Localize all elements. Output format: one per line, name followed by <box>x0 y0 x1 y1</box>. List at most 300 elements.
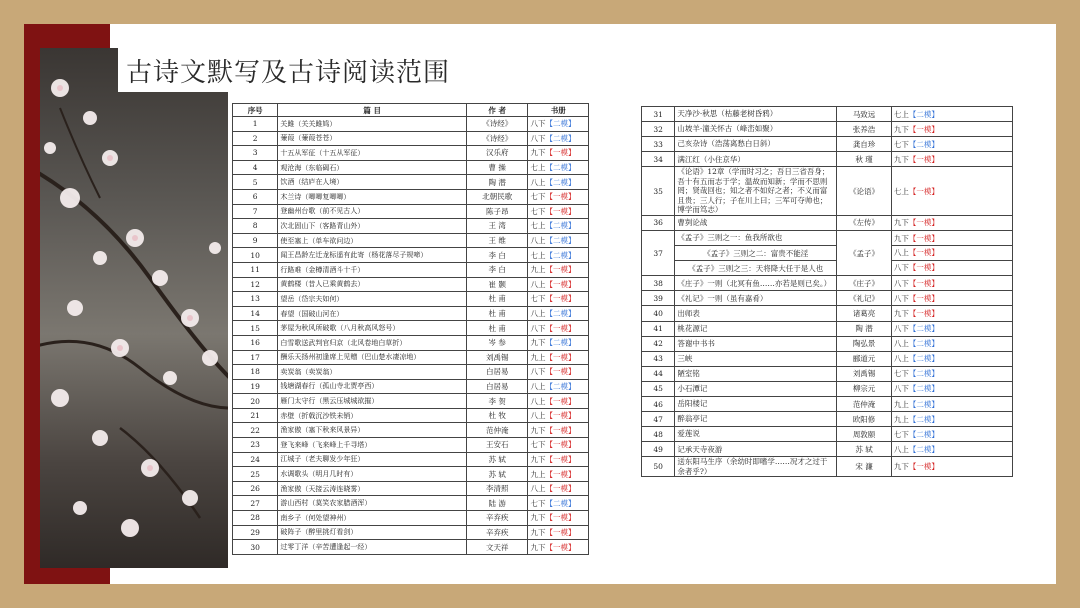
table-row <box>233 131 589 146</box>
exam-tag-value: 一模 <box>552 484 568 494</box>
exam-tag-value: 一模 <box>552 425 568 435</box>
table-row <box>642 122 1013 137</box>
table-row <box>642 351 1013 366</box>
exam-tag-value: 一模 <box>552 542 568 552</box>
exam-tag: 【一模】 <box>908 293 939 303</box>
exam-tag-value: 一模 <box>552 265 568 275</box>
grade-label: 八上 <box>530 411 546 421</box>
cell-title: 饮酒（结庐在人境） <box>278 175 467 190</box>
cell-author: 《左传》 <box>837 215 892 230</box>
cell-title: 《孟子》三则之三：天将降大任于是人也 <box>675 261 837 276</box>
exam-tag: 【一模】 <box>545 148 576 158</box>
table-row <box>642 215 1013 230</box>
exam-tag-value: 一模 <box>916 186 932 196</box>
table-row <box>233 438 589 453</box>
cell-author: 郦道元 <box>837 351 892 366</box>
cell-author: 陶 潜 <box>837 321 892 336</box>
cell-no: 32 <box>642 122 675 137</box>
exam-tag: 【一模】 <box>908 233 939 243</box>
exam-tag: 【一模】 <box>545 411 576 421</box>
cell-author: 刘禹锡 <box>466 350 528 365</box>
exam-tag: 【一模】 <box>545 440 576 450</box>
grade-label: 八下 <box>530 133 546 143</box>
table-row <box>233 117 589 132</box>
cell-no: 29 <box>233 525 278 540</box>
exam-tag: 【二模】 <box>545 236 576 246</box>
cell-no: 34 <box>642 152 675 167</box>
header-author: 作 者 <box>466 104 528 117</box>
table-row <box>642 152 1013 167</box>
cell-book <box>528 408 589 423</box>
grade-label: 九下 <box>530 148 546 158</box>
table-row <box>642 137 1013 152</box>
cell-no: 6 <box>233 189 278 204</box>
cell-title: 使至塞上（单车欲问边） <box>278 233 467 248</box>
cell-author: 《孟子》 <box>837 230 892 275</box>
exam-tag: 【二模】 <box>908 369 939 379</box>
exam-tag: 【一模】 <box>545 454 576 464</box>
exam-tag: 【一模】 <box>545 484 576 494</box>
cell-title: 《论语》12章（学而时习之；吾日三省吾身；吾十有五而志于学；温故而知新；学而不思则罔；贤哉回也；知之者不如好之者；不义而富且贵；三人行；子在川上曰；三军可夺帅也；博学而笃志） <box>675 167 837 216</box>
exam-tag-value: 二模 <box>916 324 932 334</box>
cell-book <box>891 351 1012 366</box>
exam-tag-value: 二模 <box>916 139 932 149</box>
cell-no: 43 <box>642 351 675 366</box>
cell-book <box>891 107 1012 122</box>
exam-tag-value: 一模 <box>552 454 568 464</box>
exam-tag: 【二模】 <box>545 177 576 187</box>
cell-no: 8 <box>233 219 278 234</box>
table-row <box>642 246 1013 261</box>
cell-no: 18 <box>233 365 278 380</box>
cell-no: 36 <box>642 215 675 230</box>
exam-tag: 【一模】 <box>908 154 939 164</box>
table-row <box>642 457 1013 477</box>
cell-no: 3 <box>233 146 278 161</box>
exam-tag-value: 二模 <box>916 369 932 379</box>
cell-no: 39 <box>642 291 675 306</box>
table-row <box>233 511 589 526</box>
cell-author: 汉乐府 <box>466 146 528 161</box>
table-row <box>233 365 589 380</box>
table-row <box>642 321 1013 336</box>
cell-book <box>891 336 1012 351</box>
table-row <box>233 350 589 365</box>
exam-tag: 【二模】 <box>545 250 576 260</box>
table-row <box>233 146 589 161</box>
cell-title: 春望（国破山河在） <box>278 306 467 321</box>
cell-no: 37 <box>642 230 675 275</box>
cell-book <box>528 394 589 409</box>
table-row <box>642 107 1013 122</box>
exam-tag-value: 二模 <box>916 384 932 394</box>
exam-tag-value: 二模 <box>552 381 568 391</box>
cell-no: 23 <box>233 438 278 453</box>
table-row <box>233 540 589 555</box>
cell-author: 陶弘景 <box>837 336 892 351</box>
exam-tag: 【二模】 <box>908 139 939 149</box>
cell-book <box>528 277 589 292</box>
exam-tag: 【一模】 <box>545 425 576 435</box>
exam-tag: 【一模】 <box>545 469 576 479</box>
exam-tag-value: 一模 <box>552 323 568 333</box>
cell-no: 25 <box>233 467 278 482</box>
exam-tag: 【一模】 <box>908 186 939 196</box>
grade-label: 九下 <box>893 308 909 318</box>
exam-tag-value: 一模 <box>552 411 568 421</box>
exam-tag: 【一模】 <box>545 323 576 333</box>
cell-author: 龚自珍 <box>837 137 892 152</box>
table-row <box>233 292 589 307</box>
table-row <box>233 467 589 482</box>
exam-tag: 【一模】 <box>908 124 939 134</box>
cell-author: 秋 瑾 <box>837 152 892 167</box>
poem-table-right <box>641 106 1013 477</box>
cell-book <box>528 248 589 263</box>
cell-no: 26 <box>233 481 278 496</box>
cell-no: 49 <box>642 442 675 457</box>
exam-tag: 【二模】 <box>908 354 939 364</box>
table-row <box>233 525 589 540</box>
cell-book <box>528 540 589 555</box>
cell-title: 木兰诗（唧唧复唧唧） <box>278 189 467 204</box>
cell-book <box>528 379 589 394</box>
table-row <box>642 291 1013 306</box>
cell-book <box>528 481 589 496</box>
cell-book <box>528 511 589 526</box>
cell-title: 过零丁洋（辛苦遭逢起一经） <box>278 540 467 555</box>
exam-tag-value: 一模 <box>552 352 568 362</box>
exam-tag-value: 一模 <box>552 469 568 479</box>
exam-tag: 【二模】 <box>545 381 576 391</box>
cell-book <box>891 122 1012 137</box>
exam-tag: 【二模】 <box>908 339 939 349</box>
cell-author: 欧阳修 <box>837 412 892 427</box>
cell-title: 小石潭记 <box>675 381 837 396</box>
grade-label: 八下 <box>893 293 909 303</box>
cell-author: 王 维 <box>466 233 528 248</box>
cell-title: 曹刿论战 <box>675 215 837 230</box>
exam-tag-value: 二模 <box>552 250 568 260</box>
grade-label: 九上 <box>530 469 546 479</box>
grade-label: 七下 <box>893 369 909 379</box>
cell-author: 李清照 <box>466 481 528 496</box>
exam-tag-value: 一模 <box>916 278 932 288</box>
exam-tag-value: 二模 <box>552 133 568 143</box>
exam-tag: 【一模】 <box>545 367 576 377</box>
cell-title: 出师表 <box>675 306 837 321</box>
cell-title: 满江红（小住京华） <box>675 152 837 167</box>
cell-no: 22 <box>233 423 278 438</box>
exam-tag: 【一模】 <box>908 462 939 472</box>
cell-no: 4 <box>233 160 278 175</box>
cell-book <box>891 215 1012 230</box>
exam-tag-value: 二模 <box>552 309 568 319</box>
cell-book <box>891 321 1012 336</box>
cell-title: 登幽州台歌（前不见古人） <box>278 204 467 219</box>
table-row <box>642 276 1013 291</box>
cell-title: 观沧海（东临碣石） <box>278 160 467 175</box>
cell-no: 14 <box>233 306 278 321</box>
cell-no: 1 <box>233 117 278 132</box>
exam-tag: 【二模】 <box>908 444 939 454</box>
exam-tag-value: 二模 <box>916 414 932 424</box>
grade-label: 八上 <box>893 339 909 349</box>
grade-label: 九下 <box>530 527 546 537</box>
exam-tag: 【二模】 <box>908 109 939 119</box>
grade-label: 七上 <box>530 163 546 173</box>
cell-book <box>528 189 589 204</box>
cell-author: 王安石 <box>466 438 528 453</box>
exam-tag: 【二模】 <box>908 414 939 424</box>
exam-tag: 【一模】 <box>545 265 576 275</box>
exam-tag: 【二模】 <box>545 133 576 143</box>
exam-tag-value: 二模 <box>916 354 932 364</box>
cell-no: 15 <box>233 321 278 336</box>
cell-book <box>528 467 589 482</box>
cell-no: 41 <box>642 321 675 336</box>
grade-label: 七下 <box>893 139 909 149</box>
cell-title: 卖炭翁（卖炭翁） <box>278 365 467 380</box>
exam-tag: 【一模】 <box>545 192 576 202</box>
exam-tag-value: 二模 <box>552 221 568 231</box>
grade-label: 八下 <box>530 119 546 129</box>
exam-tag: 【一模】 <box>908 278 939 288</box>
cell-no: 45 <box>642 381 675 396</box>
cell-no: 35 <box>642 167 675 216</box>
table-row <box>233 394 589 409</box>
table-row <box>233 423 589 438</box>
grade-label: 八下 <box>893 324 909 334</box>
cell-title: 茅屋为秋风所破歌（八月秋高风怒号） <box>278 321 467 336</box>
cell-title: 登飞来峰（飞来峰上千寻塔） <box>278 438 467 453</box>
exam-tag-value: 二模 <box>552 119 568 129</box>
cell-no: 5 <box>233 175 278 190</box>
table-row <box>642 366 1013 381</box>
cell-title: 醉翁亭记 <box>675 412 837 427</box>
exam-tag: 【一模】 <box>545 542 576 552</box>
exam-tag: 【一模】 <box>908 248 939 258</box>
cell-book <box>528 233 589 248</box>
grade-label: 八上 <box>530 309 546 319</box>
grade-label: 九下 <box>893 124 909 134</box>
cell-book <box>528 525 589 540</box>
cell-title: 渔家傲（塞下秋来风景异） <box>278 423 467 438</box>
cell-author: 辛弃疾 <box>466 511 528 526</box>
cell-no: 40 <box>642 306 675 321</box>
grade-label: 七上 <box>530 221 546 231</box>
exam-tag-value: 二模 <box>916 109 932 119</box>
table-row <box>233 335 589 350</box>
cell-book <box>891 457 1012 477</box>
cell-author: 杜 甫 <box>466 306 528 321</box>
cell-title: 望岳（岱宗夫如何） <box>278 292 467 307</box>
cell-author: 陶 潜 <box>466 175 528 190</box>
exam-tag: 【二模】 <box>908 399 939 409</box>
exam-tag-value: 一模 <box>552 527 568 537</box>
cell-title: 酬乐天扬州初逢席上见赠（巴山楚水凄凉地） <box>278 350 467 365</box>
cell-title: 白雪歌送武判官归京（北风卷地白草折） <box>278 335 467 350</box>
grade-label: 七上 <box>530 250 546 260</box>
grade-label: 七上 <box>893 109 909 119</box>
cell-book <box>891 291 1012 306</box>
table-row <box>233 219 589 234</box>
table-row <box>233 175 589 190</box>
table-row <box>233 248 589 263</box>
grade-label: 九上 <box>530 352 546 362</box>
exam-tag: 【一模】 <box>545 294 576 304</box>
exam-tag-value: 一模 <box>552 148 568 158</box>
cell-no: 46 <box>642 397 675 412</box>
exam-tag: 【二模】 <box>908 429 939 439</box>
grade-label: 七下 <box>893 429 909 439</box>
exam-tag: 【二模】 <box>545 119 576 129</box>
cell-book <box>528 321 589 336</box>
cell-no: 47 <box>642 412 675 427</box>
exam-tag: 【一模】 <box>908 263 939 273</box>
exam-tag-value: 二模 <box>552 177 568 187</box>
table-row <box>642 381 1013 396</box>
table-header-row <box>233 104 589 117</box>
exam-tag-value: 一模 <box>916 248 932 258</box>
cell-title: 《孟子》三则之一：鱼我所欲也 <box>675 230 837 245</box>
cell-author: 苏 轼 <box>466 467 528 482</box>
cell-author: 陈子昂 <box>466 204 528 219</box>
cell-book <box>891 366 1012 381</box>
table-row <box>233 481 589 496</box>
cell-book <box>891 412 1012 427</box>
grade-label: 八上 <box>530 484 546 494</box>
cell-title: 《礼记》一则（虽有嘉肴） <box>675 291 837 306</box>
cell-author: 崔 颢 <box>466 277 528 292</box>
grade-label: 九下 <box>893 154 909 164</box>
grade-label: 八上 <box>893 444 909 454</box>
table-row <box>233 452 589 467</box>
cell-no: 30 <box>233 540 278 555</box>
grade-label: 七下 <box>530 440 546 450</box>
exam-tag-value: 二模 <box>552 338 568 348</box>
cell-author: 李 白 <box>466 262 528 277</box>
cell-author: 李 贺 <box>466 394 528 409</box>
table-row <box>233 306 589 321</box>
cell-title: 三峡 <box>675 351 837 366</box>
table-row <box>233 408 589 423</box>
cell-title: 答谢中书书 <box>675 336 837 351</box>
exam-tag-value: 二模 <box>916 444 932 454</box>
cell-author: 刘禹锡 <box>837 366 892 381</box>
cell-title: 《庄子》一则（北冥有鱼……亦若是则已矣。） <box>675 276 837 291</box>
cell-title: 游山西村（莫笑农家腊酒浑） <box>278 496 467 511</box>
exam-tag: 【一模】 <box>545 279 576 289</box>
cell-title: 江城子（老夫聊发少年狂） <box>278 452 467 467</box>
cell-author: 杜 甫 <box>466 321 528 336</box>
cell-author: 诸葛亮 <box>837 306 892 321</box>
cell-author: 马致远 <box>837 107 892 122</box>
exam-tag-value: 二模 <box>552 498 568 508</box>
cell-title: 送东阳马生序（余幼时即嗜学……况才之过于余者乎?） <box>675 457 837 477</box>
cell-title: 赤壁（折戟沉沙铁未销） <box>278 408 467 423</box>
exam-tag: 【一模】 <box>908 218 939 228</box>
grade-label: 八上 <box>530 177 546 187</box>
cell-author: 白居易 <box>466 379 528 394</box>
grade-label: 七下 <box>530 192 546 202</box>
cell-author: 李 白 <box>466 248 528 263</box>
plum-blossom-photo <box>40 48 228 568</box>
exam-tag-value: 一模 <box>916 308 932 318</box>
cell-book <box>891 381 1012 396</box>
cell-book <box>528 496 589 511</box>
cell-book <box>528 262 589 277</box>
table-row <box>233 160 589 175</box>
cell-no: 31 <box>642 107 675 122</box>
cell-book <box>891 246 1012 261</box>
table-row <box>233 379 589 394</box>
exam-tag-value: 一模 <box>916 154 932 164</box>
exam-tag: 【二模】 <box>545 309 576 319</box>
exam-tag: 【二模】 <box>545 221 576 231</box>
grade-label: 九上 <box>893 399 909 409</box>
cell-author: 《诗经》 <box>466 117 528 132</box>
cell-book <box>528 219 589 234</box>
exam-tag-value: 二模 <box>916 399 932 409</box>
cell-book <box>528 306 589 321</box>
cell-title: 行路难（金樽清酒斗十千） <box>278 262 467 277</box>
exam-tag-value: 一模 <box>916 293 932 303</box>
exam-tag: 【一模】 <box>545 527 576 537</box>
header-book: 书册 <box>528 104 589 117</box>
grade-label: 九下 <box>893 218 909 228</box>
cell-no: 20 <box>233 394 278 409</box>
cell-no: 21 <box>233 408 278 423</box>
cell-no: 38 <box>642 276 675 291</box>
cell-title: 南乡子（何处望神州） <box>278 511 467 526</box>
cell-title: 破阵子（醉里挑灯看剑） <box>278 525 467 540</box>
cell-author: 白居易 <box>466 365 528 380</box>
grade-label: 九上 <box>530 265 546 275</box>
cell-book <box>891 276 1012 291</box>
cell-no: 48 <box>642 427 675 442</box>
page-title: 古诗文默写及古诗阅读范围 <box>126 58 451 88</box>
grade-label: 九下 <box>893 462 909 472</box>
cell-book <box>528 131 589 146</box>
grade-label: 九下 <box>530 338 546 348</box>
cell-no: 28 <box>233 511 278 526</box>
exam-tag-value: 二模 <box>916 429 932 439</box>
table-row <box>642 167 1013 216</box>
cell-no: 12 <box>233 277 278 292</box>
exam-tag-value: 一模 <box>916 218 932 228</box>
exam-tag-value: 一模 <box>552 513 568 523</box>
cell-author: 杜 甫 <box>466 292 528 307</box>
cell-title: 桃花源记 <box>675 321 837 336</box>
cell-book <box>528 452 589 467</box>
table-row <box>233 277 589 292</box>
cell-book <box>891 152 1012 167</box>
cell-author: 周敦颐 <box>837 427 892 442</box>
cell-book <box>528 438 589 453</box>
grade-label: 八下 <box>893 278 909 288</box>
cell-book <box>891 397 1012 412</box>
table-row <box>233 321 589 336</box>
exam-tag-value: 一模 <box>552 367 568 377</box>
cell-title: 蒹葭（蒹葭苍苍） <box>278 131 467 146</box>
table-row <box>642 230 1013 245</box>
cell-no: 24 <box>233 452 278 467</box>
cell-book <box>528 292 589 307</box>
table-row <box>642 336 1013 351</box>
cell-title: 岳阳楼记 <box>675 397 837 412</box>
cell-title: 雁门太守行（黑云压城城欲摧） <box>278 394 467 409</box>
